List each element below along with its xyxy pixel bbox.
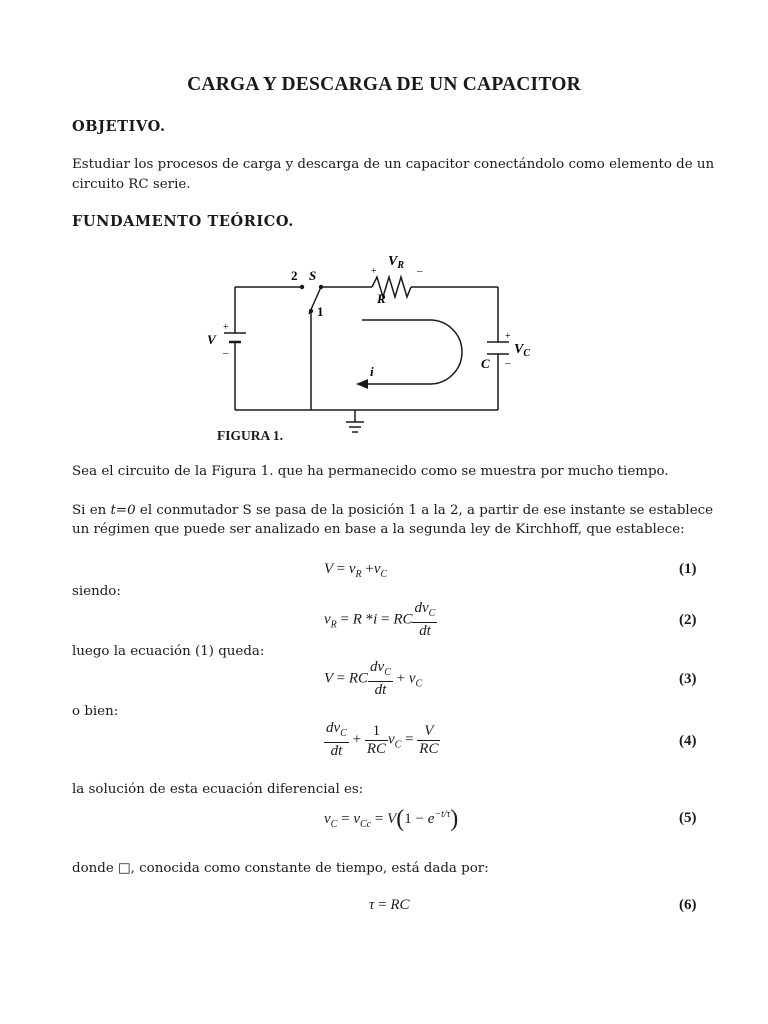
equation-6: τ = RC xyxy=(369,897,410,913)
vr-label: $V_R$ xyxy=(388,254,405,271)
paragraph-switch-line2: un régimen que puede ser analizado en base a la segunda ley de Kirchhoff, que establece: xyxy=(72,522,685,537)
equation-2: $v_R = R$ *i = RC $\frac{dv_C}{dt}$ xyxy=(324,600,436,639)
cap-plus-label: + xyxy=(505,331,511,342)
paragraph-circuit-intro: Sea el circuito de la Figura 1. que ha permanecido como se muestra por mucho tiempo. xyxy=(72,464,669,479)
cap-minus-label: – xyxy=(505,357,511,369)
figure-caption: FIGURA 1. xyxy=(217,428,284,443)
text-donde: donde □, conocida como constante de tiempo, está dada por: xyxy=(72,861,489,876)
equation-1: $V = v_R +v_C$ xyxy=(324,561,388,580)
node-1-label: 1 xyxy=(317,304,324,319)
equation-number-1: (1) xyxy=(679,561,697,577)
node-2-label: 2 xyxy=(291,268,298,283)
page-title: CARGA Y DESCARGA DE UN CAPACITOR xyxy=(187,74,581,95)
source-minus-label: – xyxy=(223,347,229,359)
current-label: i xyxy=(370,364,374,379)
objetivo-text-line1: Estudiar los procesos de carga y descarga de un capacitor conectándolo como elemento de un xyxy=(72,157,715,172)
equation-number-6: (6) xyxy=(679,897,697,913)
equation-number-3: (3) xyxy=(679,671,697,687)
paragraph-switch-line1: Si en t=0 el conmutador S se pasa de la posición 1 a la 2, a partir de ese instante se establece xyxy=(72,503,714,518)
vr-plus-label: + xyxy=(371,266,377,277)
text-obien: o bien: xyxy=(72,704,119,719)
circuit-diagram xyxy=(190,248,531,448)
equation-4: $\frac{dv_C}{dt}$ + $\frac{1}{RC}$ $v_C$ = $\frac{V}{RC}$ xyxy=(326,720,439,759)
fundamento-heading: FUNDAMENTO TEÓRICO. xyxy=(72,213,294,230)
objetivo-heading: OBJETIVO. xyxy=(72,118,166,135)
equation-number-5: (5) xyxy=(679,810,697,826)
equation-3: V = RC $\frac{dv_C}{dt}$ + $v_C$ xyxy=(324,659,423,698)
equation-5: $v_C = v_{Cc} = V(1 - e^{-t/\tau})$ xyxy=(324,806,459,832)
vc-label: $V_C$ xyxy=(514,342,531,359)
resistor-label: R xyxy=(377,291,386,306)
objetivo-text-line2: circuito RC serie. xyxy=(72,177,191,192)
equation-number-4: (4) xyxy=(679,733,697,749)
capacitor-label: C xyxy=(481,356,490,371)
source-label: V xyxy=(207,332,216,347)
switch-label: S xyxy=(309,268,317,283)
text-solucion: la solución de esta ecuación diferencial es: xyxy=(72,782,364,797)
source-plus-label: + xyxy=(223,322,229,333)
text-luego: luego la ecuación (1) queda: xyxy=(72,644,265,659)
vr-minus-label: – xyxy=(417,265,423,277)
text-siendo: siendo: xyxy=(72,584,121,599)
equation-number-2: (2) xyxy=(679,612,697,628)
